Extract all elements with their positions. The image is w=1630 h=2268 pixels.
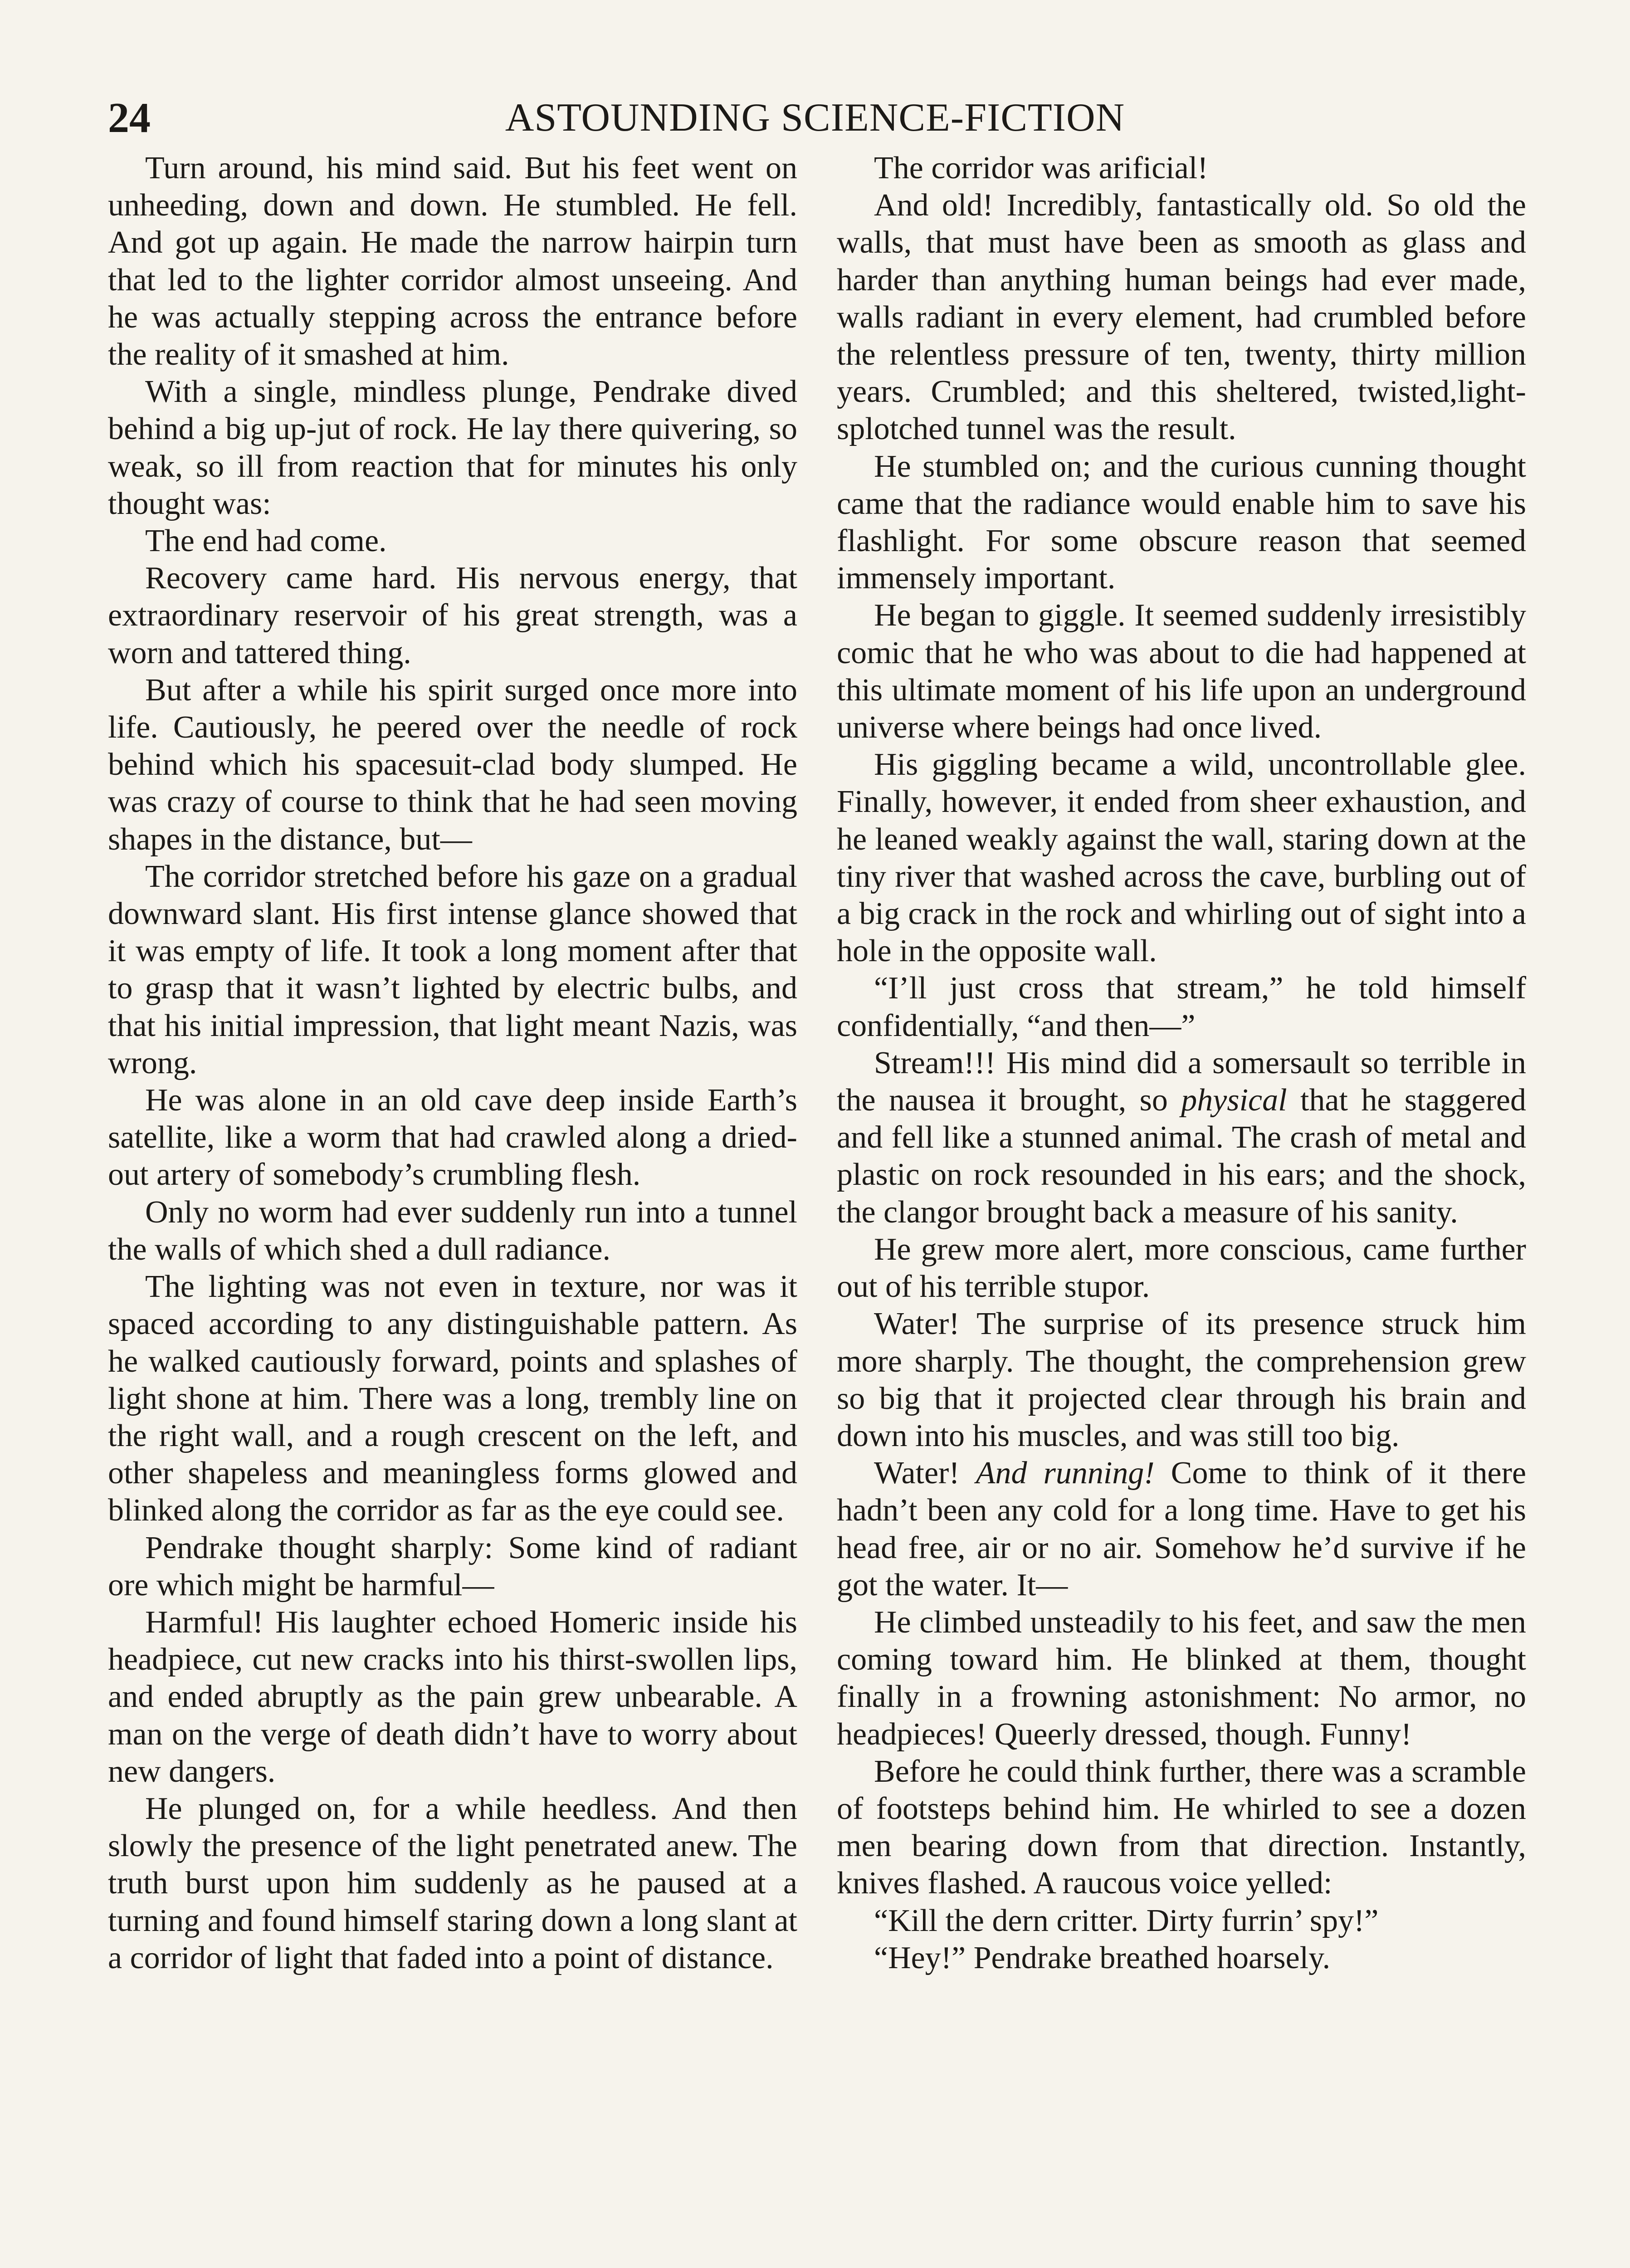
page-header [0, 88, 1630, 147]
left-column [108, 150, 797, 1977]
paragraph: Water! The surprise of its presence struck him more sharply. The thought, the comprehension grew so big that it projected clear through his brain and down into his muscles, and was still too big. [837, 1306, 1526, 1453]
paragraph: He plunged on, for a while heedless. And then slowly the presence of the light penetrated anew. The truth burst upon him suddenly as he paused at a turning and found himself staring down a long slant at a corridor of light that faded into a point of distance. [108, 1791, 797, 1975]
paragraph: He began to giggle. It seemed suddenly irresistibly comic that he who was about to die had happened at this ultimate moment of his life upon an underground universe where beings had once lived. [837, 598, 1526, 745]
paragraph: But after a while his spirit surged once more into life. Cautiously, he peered over the needle of rock behind which his spacesuit-clad body slumped. He was crazy of course to think that he had seen moving shapes in the distance, but— [108, 672, 797, 857]
paragraph: Recovery came hard. His nervous energy, that extraordinary reservoir of his great strength, was a worn and tattered thing. [108, 561, 797, 670]
paragraph: “Hey!” Pendrake breathed hoarsely. [874, 1940, 1331, 1975]
paragraph: “Kill the dern critter. Dirty furrin’ spy!” [874, 1903, 1379, 1938]
paragraph: The corridor was arificial! [874, 151, 1208, 186]
paragraph-text: Come to think of it there hadn’t been any cold for a long time. Have to get his head free, air or no air. Somehow he’d survive if he got the water. It— [837, 1456, 1527, 1603]
italic-text: And running! [976, 1456, 1155, 1491]
paragraph: “I’ll just cross that stream,” he told himself confidentially, “and then—” [837, 971, 1526, 1043]
paragraph: Pendrake thought sharply: Some kind of radiant ore which might be harmful— [108, 1530, 797, 1603]
paragraph-text: Stream!!! His mind did a somersault so terrible in the nausea it brought, so [837, 1045, 1526, 1118]
paragraph: Only no worm had ever suddenly run into a tunnel the walls of which shed a dull radiance. [108, 1194, 797, 1267]
paragraph: With a single, mindless plunge, Pendrake dived behind a big up-jut of rock. He lay there quivering, so weak, so ill from reaction that for minutes his only thought was: [108, 374, 797, 521]
paragraph [837, 1045, 1526, 1231]
paragraph-text: Water! [874, 1456, 976, 1491]
paragraph: And old! Incredibly, fantastically old. So old the walls, that must have been as smooth as glass and harder than anything human beings had ever made, walls radiant in every element, had crumbled before the relentless pressure of ten, twenty, thirty million years. Crumbled; and this sheltered, twisted,light-splotched tunnel was the result. [837, 188, 1526, 447]
paragraph: The lighting was not even in texture, nor was it spaced according to any distinguishable pattern. As he walked cautiously forward, points and splashes of light shone at him. There was a long, trembly line on the right wall, and a rough crescent on the left, and other shapeless and meaningless forms glowed and blinked along the corridor as far as the eye could see. [108, 1269, 797, 1528]
paragraph: He stumbled on; and the curious cunning thought came that the radiance would enable him to save his flashlight. For some obscure reason that seemed immensely important. [837, 449, 1526, 596]
paragraph: The end had come. [145, 523, 387, 559]
paragraph: He grew more alert, more conscious, came further out of his terrible stupor. [837, 1232, 1526, 1305]
running-title: ASTOUNDING SCIENCE-FICTION [505, 96, 1125, 140]
paragraph: He climbed unsteadily to his feet, and saw the men coming toward him. He blinked at them, thought finally in a frowning astonishment: No armor, no headpieces! Queerly dressed, though. Funny! [837, 1604, 1526, 1752]
page-number: 24 [108, 94, 151, 142]
paragraph-text: that he staggered and fell like a stunned animal. The crash of metal and plastic on rock resounded in his ears; and the shock, the clangor brought back a measure of his sanity. [837, 1083, 1526, 1230]
paragraph: He was alone in an old cave deep inside Earth’s satellite, like a worm that had crawled along a dried-out artery of somebody’s crumbling flesh. [108, 1083, 797, 1193]
paragraph [837, 1455, 1526, 1604]
italic-text: physical [1181, 1083, 1287, 1118]
right-column [837, 150, 1526, 1977]
paragraph: The corridor stretched before his gaze on a gradual downward slant. His first intense glance showed that it was empty of life. It took a long moment after that to grasp that it wasn’t lighted by electric bulbs, and that his initial impression, that light meant Nazis, was wrong. [108, 859, 797, 1080]
paragraph: Harmful! His laughter echoed Homeric inside his headpiece, cut new cracks into his thirst-swollen lips, and ended abruptly as the pain grew unbearable. A man on the verge of death didn’t have to worry about new dangers. [108, 1604, 797, 1789]
paragraph: Turn around, his mind said. But his feet went on unheeding, down and down. He stumbled. He fell. And got up again. He made the narrow hairpin turn that led to the lighter corridor almost unseeing. And he was actually stepping across the entrance before the reality of it smashed at him. [108, 151, 797, 372]
paragraph: His giggling became a wild, uncontrollable glee. Finally, however, it ended from sheer exhaustion, and he leaned weakly against the wall, staring down at the tiny river that washed across the cave, burbling out of a big crack in the rock and whirling out of sight into a hole in the opposite wall. [837, 747, 1526, 969]
paragraph: Before he could think further, there was a scramble of footsteps behind him. He whirled to see a dozen men bearing down from that direction. Instantly, knives flashed. A raucous voice yelled: [837, 1754, 1526, 1901]
